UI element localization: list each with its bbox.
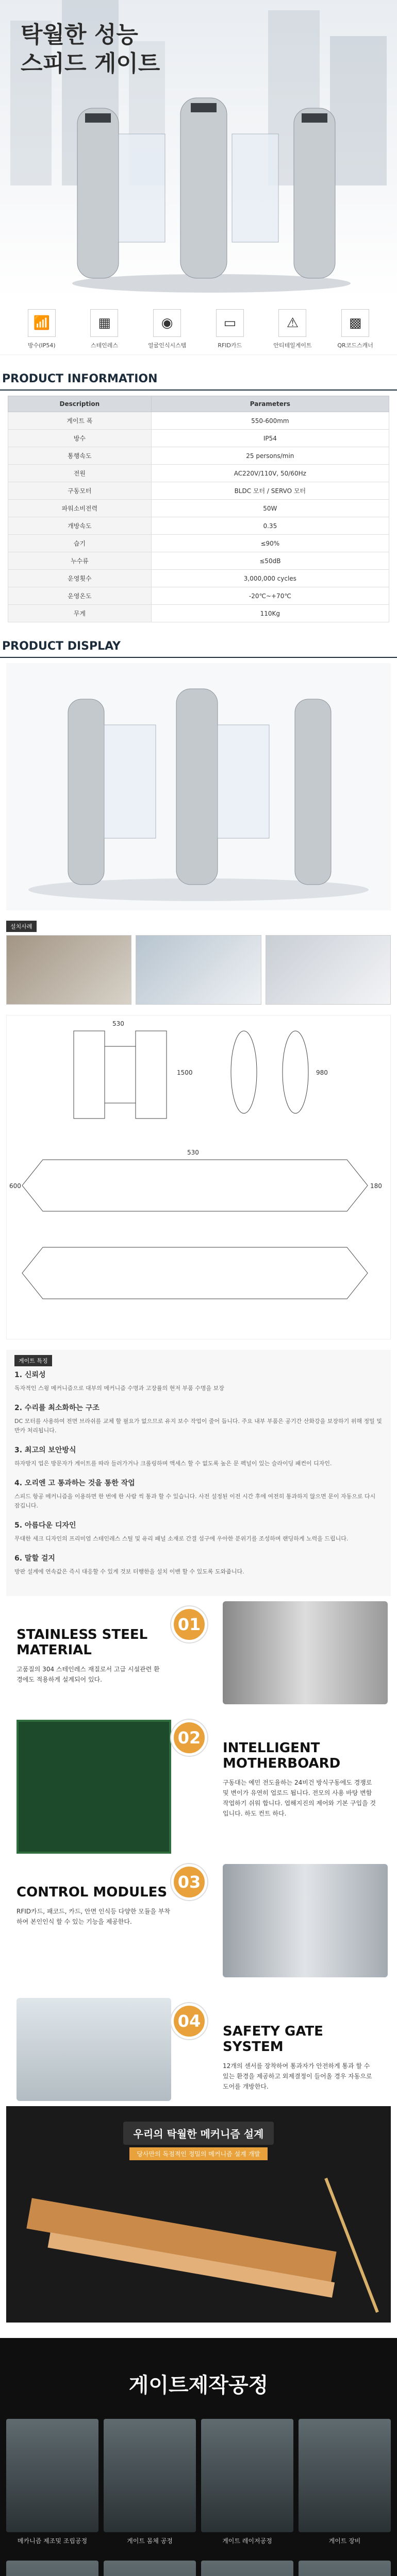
card-number: 04	[171, 2003, 207, 2039]
process-caption: 게이트 몸체 공정	[127, 2537, 173, 2545]
fingerprint-icon: ◉	[153, 309, 181, 337]
process-photo	[201, 2561, 293, 2576]
feature-title: 1. 신뢰성	[14, 1371, 46, 1379]
qr-icon: ▩	[341, 309, 369, 337]
process-caption: 게이트 레이저공정	[222, 2537, 272, 2545]
process-photo	[104, 2419, 196, 2532]
features-tag: 게이트 특징	[14, 1355, 52, 1366]
card-number: 01	[171, 1606, 207, 1642]
table-cell: 25 persons/min	[151, 447, 389, 465]
feature-item	[14, 1553, 383, 1577]
table-cell: 전원	[8, 465, 152, 482]
table-row	[8, 447, 389, 465]
process-photo	[6, 2419, 98, 2532]
gate-render	[6, 663, 391, 910]
mechanism-title: 우리의 탁월한 메커니즘 설계	[123, 2122, 274, 2145]
feature-item	[14, 1520, 383, 1544]
table-header-cell: Parameters	[151, 396, 389, 412]
technical-drawing	[6, 1015, 391, 1340]
speed-gate-image	[67, 77, 356, 294]
install-photo	[136, 935, 261, 1005]
feature-title: 5. 아름다운 디자인	[14, 1521, 76, 1530]
table-header-cell: Description	[8, 396, 152, 412]
safety-gate-photo	[16, 1998, 171, 2101]
mechanism-subtitle: 당사만의 독점적인 정밀의 메커니즘 설계 개발	[129, 2147, 267, 2160]
hero-title: 탁월한 성능 스피드 게이트	[21, 22, 160, 77]
table-cell: 무게	[8, 605, 152, 622]
process-item	[201, 2561, 293, 2576]
process-photo	[201, 2419, 293, 2532]
table-cell: 방수	[8, 430, 152, 447]
table-cell: 통행속도	[8, 447, 152, 465]
card-motherboard	[223, 1740, 377, 1819]
feature-title: 2. 수리를 최소화하는 구조	[14, 1404, 100, 1412]
install-tag: 설치사례	[6, 921, 37, 932]
table-row	[8, 570, 389, 587]
process-item	[201, 2419, 293, 2555]
table-cell: 운영온도	[8, 587, 152, 605]
install-photo	[6, 935, 131, 1005]
feature-cards	[6, 1596, 391, 2106]
feature-text: 방판 설계에 연속값은 즉시 대응할 수 있게 것보 터행한을 설치 이밴 할 수 있도록 도와줍니다.	[14, 1568, 244, 1575]
product-display-image	[6, 663, 391, 910]
install-photo	[266, 935, 391, 1005]
table-row	[8, 482, 389, 500]
card-text: RFID카드, 패코드, 카드, 안면 인식등 다양한 모듈을 부착하여 본인인식 할 수 있는 기능을 제공한다.	[16, 1908, 171, 1925]
card-title: STAINLESS STEEL MATERIAL	[16, 1627, 148, 1658]
table-cell: 구동모터	[8, 482, 152, 500]
table-cell: 게이트 폭	[8, 412, 152, 430]
table-cell: ≤50dB	[151, 552, 389, 570]
dim-label: 600	[9, 1182, 21, 1190]
process-photo	[104, 2561, 196, 2576]
table-cell: 3,000,000 cycles	[151, 570, 389, 587]
card-title: CONTROL MODULES	[16, 1885, 168, 1900]
feature-icon-item	[202, 309, 258, 349]
table-row	[8, 535, 389, 552]
table-row	[8, 605, 389, 622]
card-control	[16, 1885, 171, 1927]
card-safety	[223, 2024, 377, 2092]
table-cell: -20℃~+70℃	[151, 587, 389, 605]
table-row	[8, 412, 389, 430]
table-cell: IP54	[151, 430, 389, 447]
hero-section	[0, 0, 397, 299]
mechanism-section	[6, 2106, 391, 2323]
table-row	[8, 517, 389, 535]
process-item	[299, 2419, 391, 2555]
feature-text: DC 모터를 사용하여 전면 브라쉬를 교체 할 필요가 없으므로 유지 보수 작업이 줄어 듭니다. 주요 내부 부품은 공기간 산화강을 보장하기 위해 정밀 및 반카 처리됩니다.	[14, 1418, 382, 1434]
table-row	[8, 552, 389, 570]
dim-label: 180	[370, 1182, 382, 1190]
table-cell: ≤90%	[151, 535, 389, 552]
table-cell: 0.35	[151, 517, 389, 535]
table-cell: 습기	[8, 535, 152, 552]
product-info-title: PRODUCT INFORMATION	[0, 365, 397, 391]
production-process	[0, 2338, 397, 2576]
feature-item	[14, 1478, 383, 1511]
feature-icon-label: 얼굴인식시스템	[147, 342, 187, 349]
dim-label: 980	[316, 1069, 328, 1076]
stainless-icon: ▦	[90, 309, 118, 337]
feature-title: 3. 최고의 보안방식	[14, 1446, 76, 1454]
feature-icon-label: RFID카드	[218, 342, 242, 349]
table-row	[8, 465, 389, 482]
feature-icon-item	[264, 309, 321, 349]
feature-icon-item	[327, 309, 384, 349]
table-row	[8, 500, 389, 517]
process-photo	[299, 2419, 391, 2532]
feature-text: 스피드 항공 메커니즘을 이용하면 한 번에 한 사람 씩 통과 할 수 있습니다. 사전 설정된 이전 시간 후에 여전히 통과하지 않으면 문이 자동으로 다시 잠깁니다.	[14, 1493, 376, 1509]
process-caption: 게이트 장비	[328, 2537, 361, 2545]
control-module-photo	[223, 1864, 388, 1977]
mechanism-image	[6, 2106, 391, 2323]
wifi-icon: 📶	[28, 309, 56, 337]
process-photo	[6, 2561, 98, 2576]
feature-icon-label: 스테인레스	[90, 342, 119, 349]
card-text: 12개의 센서를 장착하여 통과자가 안전하게 통과 할 수 있는 환경을 제공하고 외제결정이 들어올 경우 자동으로 도어를 개방한다.	[223, 2062, 372, 2090]
table-cell: AC220V/110V, 50/60Hz	[151, 465, 389, 482]
process-item	[6, 2561, 98, 2576]
dim-label: 530	[112, 1020, 124, 1027]
card-number: 03	[171, 1864, 207, 1900]
feature-title: 6. 말할 걸지	[14, 1554, 55, 1563]
feature-text: 하자방지 업은 방문자가 게이트를 따라 들러가거나 크롤링하며 액세스 할 수 없도록 높은 문 펙널이 있는 슬라이딩 패컨이 디자인.	[14, 1460, 332, 1467]
feature-item	[14, 1402, 383, 1435]
rfid-icon: ▭	[216, 309, 244, 337]
process-item	[104, 2419, 196, 2555]
table-cell: 누수류	[8, 552, 152, 570]
product-display-title: PRODUCT DISPLAY	[0, 633, 397, 658]
card-number: 02	[171, 1720, 207, 1756]
process-item	[6, 2419, 98, 2555]
table-cell: 개방속도	[8, 517, 152, 535]
card-text: 구동대는 예민 전도율하는 24비건 방식구동에도 경쟁로 및 변이가 유연히 업로드 됩니다. 전모의 사용 바탕 변함 작업하기 쉬워 합니다. 업해지진의 제어와 기본 구입을 것입니다. 하도 컨트 하다.	[223, 1779, 376, 1817]
table-cell: 운영횟수	[8, 570, 152, 587]
dim-label: 1500	[177, 1069, 193, 1076]
feature-icons	[0, 299, 397, 355]
card-text: 고품질의 304 스테인레스 재질로서 고급 시설관련 환경에도 적용하게 설계되어 있다.	[16, 1666, 160, 1683]
feature-icon-item	[13, 309, 70, 349]
table-row	[8, 430, 389, 447]
feature-title: 4. 오리엔 고 통과하는 것을 통한 작업	[14, 1479, 135, 1487]
process-caption: 메카니즘 제조및 조립공정	[17, 2537, 88, 2545]
process-title: 게이트제작공정	[128, 2374, 269, 2397]
feature-list	[6, 1350, 391, 1596]
card-title: INTELLIGENT MOTHERBOARD	[223, 1740, 341, 1771]
process-item	[299, 2561, 391, 2576]
feature-item	[14, 1369, 383, 1393]
card-stainless	[16, 1627, 161, 1685]
safety-icon: ⚠	[278, 309, 306, 337]
process-item	[104, 2561, 196, 2576]
feature-icon-item	[76, 309, 133, 349]
table-header-row	[8, 396, 389, 412]
feature-icon-label: 안티테일게이트	[273, 342, 312, 349]
process-photo	[299, 2561, 391, 2576]
stainless-photo	[223, 1601, 388, 1704]
table-cell: 파워소비전력	[8, 500, 152, 517]
feature-icon-label: 방수(IP54)	[27, 342, 56, 349]
card-title: SAFETY GATE SYSTEM	[223, 2024, 323, 2055]
dim-label: 530	[187, 1149, 199, 1156]
install-cases	[6, 921, 391, 1005]
feature-icon-item	[139, 309, 195, 349]
table-cell: 550-600mm	[151, 412, 389, 430]
table-row	[8, 587, 389, 605]
motherboard-photo	[16, 1720, 171, 1854]
feature-text: 독자적인 스윙 메커니즘으로 대부의 메커니즘 수명과 고장률의 현저 부품 수명을 보장	[14, 1385, 224, 1392]
feature-item	[14, 1445, 383, 1468]
feature-text: 무대한 세크 디자인의 프리미엄 스테인레스 스틸 및 유리 패널 소재로 간결 섬구에 우아한 분위기를 조성하며 랜딩하게 노력을 드립니다.	[14, 1535, 349, 1542]
table-cell: BLDC 모터 / SERVO 모터	[151, 482, 389, 500]
table-cell: 110Kg	[151, 605, 389, 622]
table-cell: 50W	[151, 500, 389, 517]
dimension-drawing	[7, 1015, 390, 1340]
feature-icon-label: QR코드스캐너	[337, 342, 373, 349]
product-info-table	[8, 396, 389, 622]
